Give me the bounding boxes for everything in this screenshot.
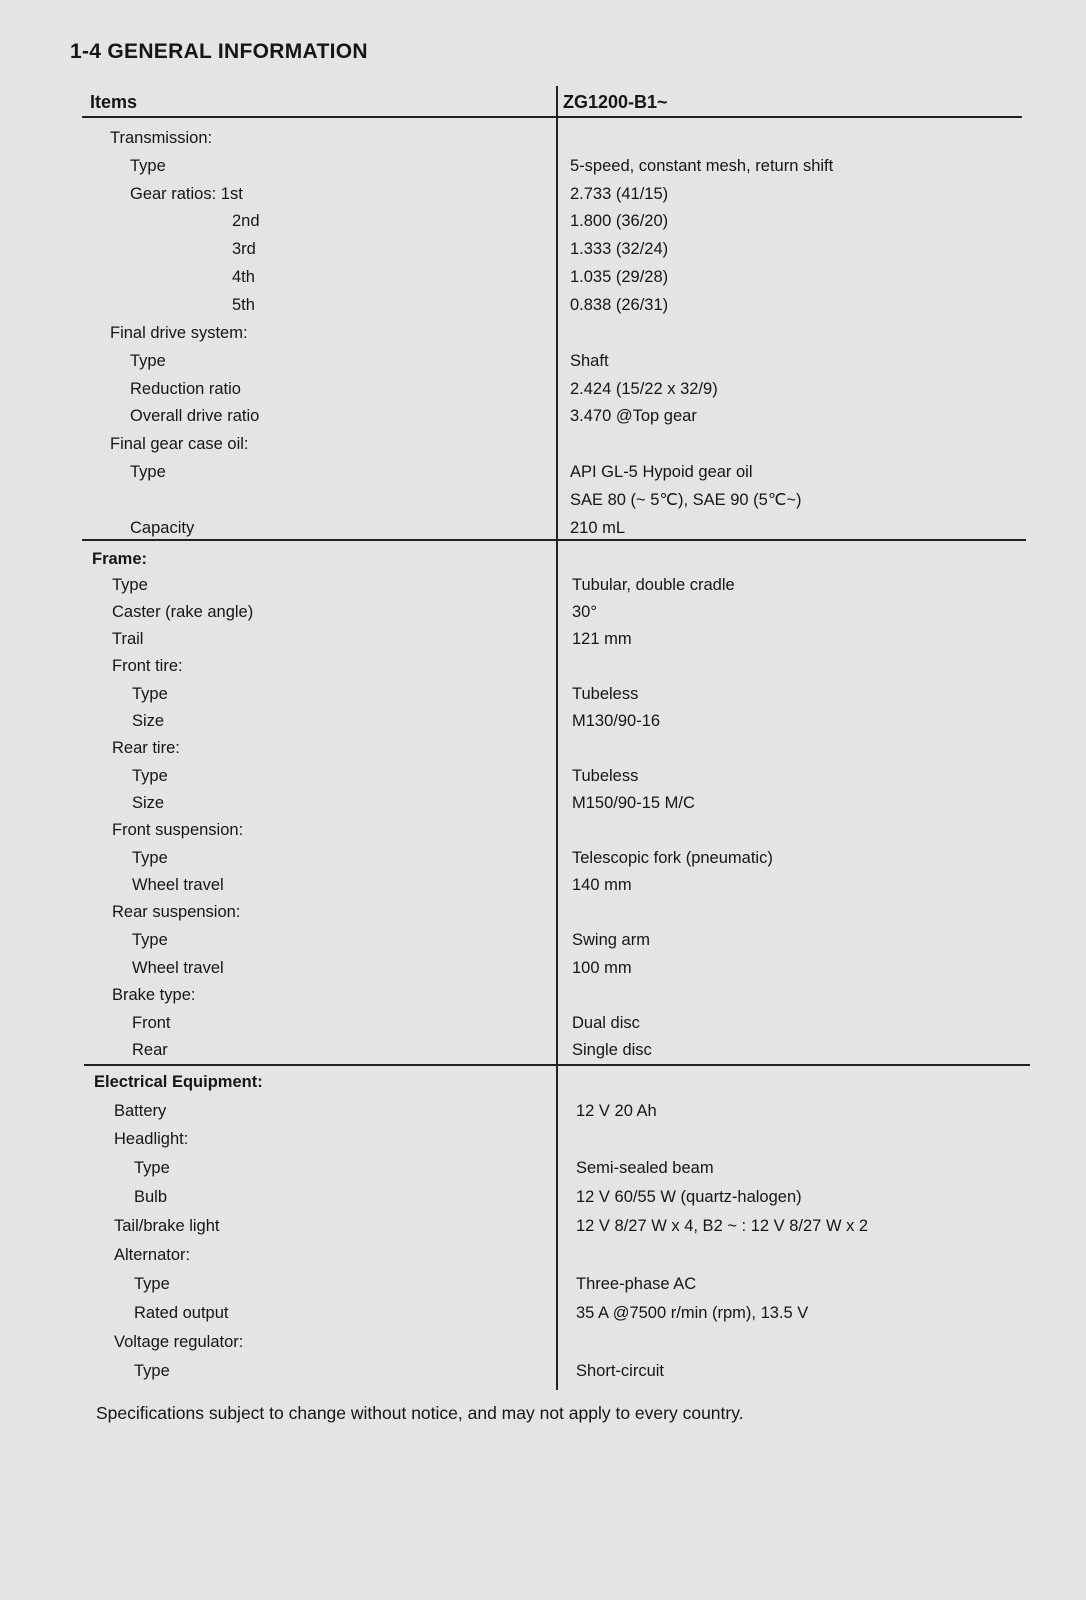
spec-row xyxy=(0,1271,1086,1297)
spec-row xyxy=(0,1155,1086,1181)
spec-label: Rear xyxy=(132,1041,168,1059)
spec-value: 3.470 @Top gear xyxy=(570,407,697,425)
spec-value: M130/90-16 xyxy=(572,712,661,730)
spec-label: Battery xyxy=(114,1102,167,1120)
disclaimer-note: Specifications subject to change without notice, and may not apply to every country. xyxy=(96,1403,744,1423)
spec-value: Three-phase AC xyxy=(576,1275,697,1293)
spec-label: Brake type: xyxy=(112,986,196,1004)
spec-row xyxy=(0,1329,1086,1355)
spec-row xyxy=(0,236,1086,262)
spec-row xyxy=(0,320,1086,346)
spec-label: Type xyxy=(130,352,166,370)
spec-row xyxy=(0,790,1086,816)
spec-label: Type xyxy=(134,1159,170,1177)
spec-label: Size xyxy=(132,794,165,812)
spec-row xyxy=(0,845,1086,871)
spec-row xyxy=(0,125,1086,151)
spec-row xyxy=(0,403,1086,429)
spec-label: Type xyxy=(130,463,166,481)
spec-label: Type xyxy=(132,849,168,867)
spec-label: Type xyxy=(132,931,168,949)
section-heading: Frame: xyxy=(92,550,148,568)
spec-row xyxy=(0,348,1086,374)
spec-label: Type xyxy=(132,685,168,703)
spec-row xyxy=(0,1010,1086,1036)
spec-value: Semi-sealed beam xyxy=(576,1159,714,1177)
header-rule xyxy=(82,116,1022,118)
spec-row xyxy=(0,735,1086,761)
spec-value: 12 V 60/55 W (quartz-halogen) xyxy=(576,1188,802,1206)
spec-row xyxy=(0,572,1086,598)
spec-row xyxy=(0,955,1086,981)
spec-label: Type xyxy=(132,767,168,785)
spec-value: 100 mm xyxy=(572,959,632,977)
spec-row xyxy=(0,208,1086,234)
spec-value: 30° xyxy=(572,603,597,621)
electrical-section-rule xyxy=(84,1064,1030,1066)
spec-value: API GL-5 Hypoid gear oil xyxy=(570,463,753,481)
spec-row xyxy=(0,817,1086,843)
spec-row xyxy=(0,1037,1086,1063)
spec-value: Tubeless xyxy=(572,685,639,703)
spec-row xyxy=(0,431,1086,457)
items-column-header: Items xyxy=(90,92,138,112)
spec-label: Headlight: xyxy=(114,1130,189,1148)
spec-value: Telescopic fork (pneumatic) xyxy=(572,849,773,867)
model-column-header: ZG1200-B1~ xyxy=(563,92,668,112)
spec-label: Type xyxy=(112,576,148,594)
spec-label: Tail/brake light xyxy=(114,1217,220,1235)
spec-value: Swing arm xyxy=(572,931,650,949)
spec-value: 2.733 (41/15) xyxy=(570,185,669,203)
spec-value: Dual disc xyxy=(572,1014,640,1032)
spec-row xyxy=(0,292,1086,318)
spec-row xyxy=(0,1184,1086,1210)
spec-value: 210 mL xyxy=(570,519,626,537)
spec-label: Capacity xyxy=(130,519,195,537)
spec-value: Tubular, double cradle xyxy=(572,576,735,594)
spec-label: Wheel travel xyxy=(132,876,224,894)
spec-value: Shaft xyxy=(570,352,609,370)
spec-value: SAE 80 (~ 5℃), SAE 90 (5℃~) xyxy=(570,491,802,509)
page-title: 1-4 GENERAL INFORMATION xyxy=(70,40,368,63)
spec-row xyxy=(0,181,1086,207)
spec-label: Rear tire: xyxy=(112,739,180,757)
spec-row xyxy=(0,1126,1086,1152)
spec-value: 35 A @7500 r/min (rpm), 13.5 V xyxy=(576,1304,809,1322)
spec-value: 121 mm xyxy=(572,630,632,648)
spec-label: Alternator: xyxy=(114,1246,191,1264)
spec-value: 1.333 (32/24) xyxy=(570,240,669,258)
section-heading-row xyxy=(0,1069,1086,1095)
spec-value: 12 V 20 Ah xyxy=(576,1102,657,1120)
spec-label: Rear suspension: xyxy=(112,903,241,921)
spec-row xyxy=(0,153,1086,179)
spec-label: Bulb xyxy=(134,1188,168,1206)
spec-label: Trail xyxy=(112,630,144,648)
spec-label: Wheel travel xyxy=(132,959,224,977)
spec-row xyxy=(0,459,1086,485)
spec-value: Short-circuit xyxy=(576,1362,665,1380)
section-heading-row xyxy=(0,546,1086,572)
spec-label: Front xyxy=(132,1014,171,1032)
spec-row xyxy=(0,653,1086,679)
spec-label: Rated output xyxy=(134,1304,229,1322)
spec-label: Type xyxy=(134,1362,170,1380)
spec-row xyxy=(0,1242,1086,1268)
spec-label: 4th xyxy=(232,268,255,286)
spec-value: 1.800 (36/20) xyxy=(570,212,669,230)
spec-value: 5-speed, constant mesh, return shift xyxy=(570,157,834,175)
spec-label: 3rd xyxy=(232,240,256,258)
spec-row xyxy=(0,982,1086,1008)
spec-row xyxy=(0,376,1086,402)
spec-row xyxy=(0,487,1086,513)
spec-label: Gear ratios: 1st xyxy=(130,185,243,203)
spec-label: Front tire: xyxy=(112,657,183,675)
spec-value: Tubeless xyxy=(572,767,639,785)
spec-row xyxy=(0,872,1086,898)
spec-row xyxy=(0,626,1086,652)
spec-label: 2nd xyxy=(232,212,260,230)
spec-row xyxy=(0,1300,1086,1326)
spec-row xyxy=(0,599,1086,625)
spec-label: Overall drive ratio xyxy=(130,407,260,425)
spec-value: 2.424 (15/22 x 32/9) xyxy=(570,380,718,398)
spec-label: Final drive system: xyxy=(110,324,248,342)
spec-label: Front suspension: xyxy=(112,821,244,839)
spec-row xyxy=(0,1098,1086,1124)
spec-label: Caster (rake angle) xyxy=(112,603,254,621)
spec-label: Final gear case oil: xyxy=(110,435,249,453)
spec-label: Type xyxy=(130,157,166,175)
spec-value: 0.838 (26/31) xyxy=(570,296,669,314)
spec-value: 12 V 8/27 W x 4, B2 ~ : 12 V 8/27 W x 2 xyxy=(576,1217,869,1235)
spec-row xyxy=(0,681,1086,707)
spec-label: 5th xyxy=(232,296,255,314)
spec-row xyxy=(0,515,1086,541)
spec-value: 140 mm xyxy=(572,876,632,894)
spec-row xyxy=(0,264,1086,290)
spec-label: Transmission: xyxy=(110,129,213,147)
spec-label: Voltage regulator: xyxy=(114,1333,244,1351)
spec-row xyxy=(0,763,1086,789)
section-heading: Electrical Equipment: xyxy=(94,1073,263,1091)
spec-row xyxy=(0,899,1086,925)
spec-row xyxy=(0,1213,1086,1239)
spec-row xyxy=(0,708,1086,734)
spec-label: Reduction ratio xyxy=(130,380,241,398)
spec-label: Type xyxy=(134,1275,170,1293)
spec-value: M150/90-15 M/C xyxy=(572,794,695,812)
spec-row xyxy=(0,927,1086,953)
spec-value: 1.035 (29/28) xyxy=(570,268,669,286)
spec-label: Size xyxy=(132,712,165,730)
spec-row xyxy=(0,1358,1086,1384)
spec-value: Single disc xyxy=(572,1041,652,1059)
